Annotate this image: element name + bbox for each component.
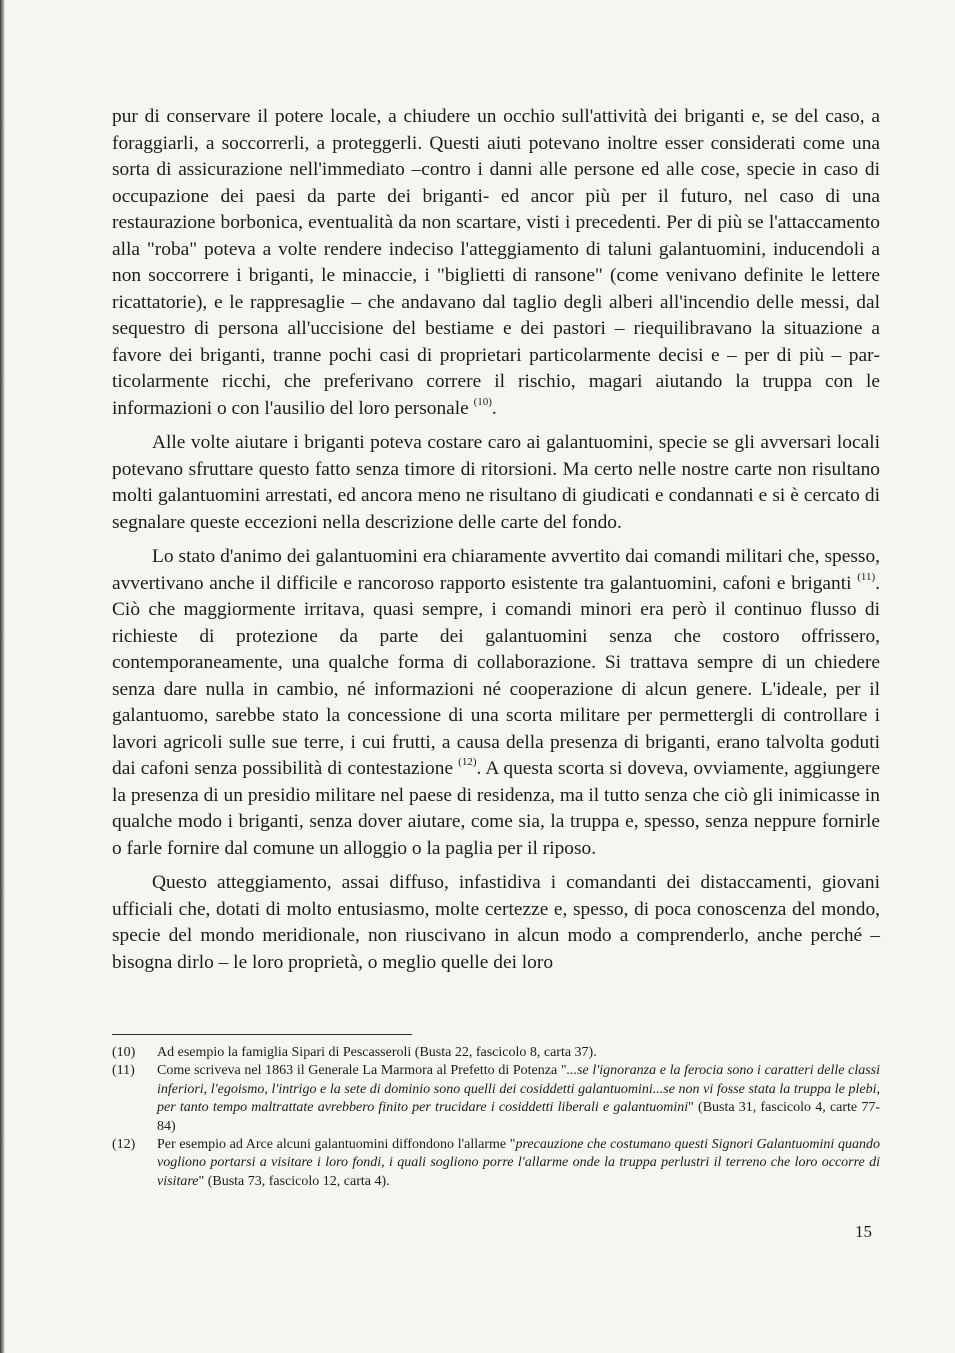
paragraph (112, 870, 880, 976)
text-run: Per esempio ad Arce alcuni galantuomini diffondono l'allarme " (157, 1137, 516, 1153)
footnote-number: (10) (112, 1045, 136, 1060)
footnote-text (157, 1062, 880, 1136)
footnotes-section (112, 1044, 880, 1191)
text-run: . Ciò che maggiormente irritava, quasi sempre, i comandi minori era però il continuo flusso di richieste di protezione da parte dei galantuomini senza che costoro offrissero, contemporaneamente, una qualche forma di collaborazione. Si trattava sempre di un chiedere senza dare nulla in cambio, né informazioni né cooperazione di alcun genere. L'ideale, per il galantuomo, sarebbe stato la concessione di una scorta militare per permettergli di controllare i lavori agricoli sulle sue terre, i cui frutti, a causa della presenza di briganti, erano talvolta goduti dai cafoni senza possibilità di contestazione (112, 572, 880, 779)
scan-edge (0, 0, 5, 1353)
footnote-reference: (11) (857, 570, 876, 583)
text-run: Ad esempio la famiglia Sipari di Pescasseroli (Busta 22, fascicolo 8, carta 37). (157, 1045, 597, 1060)
text-run: " (Busta 73, fascicolo 12, carta 4). (198, 1173, 390, 1189)
footnote-text (157, 1136, 880, 1191)
footnote-divider (112, 1034, 412, 1035)
paragraph (112, 544, 880, 862)
text-run: . A questa scorta si doveva, ovviamente, aggiungere la presenza di un presidio militare nel paese di residenza, ma il tutto senza che ciò gli inimicasse in qualche modo i briganti, senza dover aiutare, come sia, la truppa e, spesso, senza neppure fornirle o farle fornire dal comune un alloggio o la paglia per il riposo. (112, 758, 880, 859)
text-run: . (491, 397, 497, 419)
italic-quote: precauzione che costumano questi Signori Galantuomini quando vogliono portarsi a visitare i loro fondi, i quali sogliono porre l'allarme onde la truppa perlustri il terreno che loro occorre di visitare (157, 1137, 880, 1189)
text-run: Come scriveva nel 1863 il Generale La Marmora al Prefetto di Potenza " (157, 1063, 567, 1079)
paragraph (112, 104, 880, 422)
body-text (112, 104, 880, 976)
italic-quote: ...se l'ignoranza e la ferocia sono i caratteri delle classi inferiori, l'egoismo, l'intrigo e la sete di dominio sono quelli dei cosiddetti galantuomini...se non vi fosse stata la truppa le plebi, per tanto tempo maltrattate avrebbero finito per trucidare i cosiddetti liberali e galantuomini (157, 1063, 880, 1116)
footnote-reference: (10) (473, 395, 492, 408)
footnote (112, 1062, 880, 1136)
page-number: 15 (855, 1222, 872, 1241)
footnote (112, 1044, 880, 1062)
footnote-number: (11) (112, 1063, 135, 1079)
footnote-text (157, 1044, 880, 1062)
footnote-reference: (12) (458, 756, 477, 768)
footnote-number: (12) (112, 1137, 136, 1153)
text-run: " (Busta 31, fascicolo 4, carte 77-84) (157, 1100, 881, 1134)
text-run: Lo stato d'animo dei galantuomini era chiaramente avvertito dai comandi militari che, spesso, avvertivano anche il difficile e rancoroso rapporto esistente tra galantuomini, cafoni e briganti (112, 546, 880, 594)
paragraph (112, 430, 880, 536)
text-run: pur di conservare il potere locale, a chiudere un occhio sull'attività dei briganti e, se del caso, a foraggiarli, a soccorrerli, a proteggerli. Questi aiuti potevano inoltre esser considerati come una sorta di assicurazione nell'immediato –contro i danni alle persone ed alle cose, specie in caso di occupazione dei paesi da parte dei briganti- ed ancor più per il futuro, nel caso di una restaurazione borbonica, eventualità da non scartare, visti i precedenti. Per di più se l'attaccamento alla "roba" poteva a volte rendere indeciso l'atteggiamento di taluni galantuomini, inducendoli a non soccorrere i briganti, le minaccie, i "biglietti di ransone" (come venivano definite le lettere ricattatorie), e le rappresaglie – che andavano dal taglio degli alberi all'incendio delle messi, dal sequestro di persona all'uccisione del bestiame e dei pastori – riequilibravano la situazione a favore dei briganti, tranne pochi casi di proprietari particolarmente decisi e – per di più – particolarmente ricchi, che preferivano correre il rischio, magari aiutando la truppa con le informazioni o con l'ausilio del loro personale (112, 106, 880, 419)
text-run: Alle volte aiutare i briganti poteva costare caro ai galantuomini, specie se gli avversari locali potevano sfruttare questo fatto senza timore di ritorsioni. Ma certo nelle nostre carte non risultano molti galantuomini arrestati, ed ancora meno ne risultano di giudicati e condannati e si è cercato di segnalare queste eccezioni nella descrizione delle carte del fondo. (112, 432, 880, 533)
text-run: Questo atteggiamento, assai diffuso, infastidiva i comandanti dei distaccamenti, giovani ufficiali che, dotati di molto entusiasmo, molte certezze e, spesso, di poca conoscenza del mondo, specie del mondo meridionale, non riuscivano in alcun modo a comprenderlo, anche perché – bisogna dirlo – le loro proprietà, o meglio quelle dei loro (112, 872, 880, 973)
footnote (112, 1136, 880, 1191)
